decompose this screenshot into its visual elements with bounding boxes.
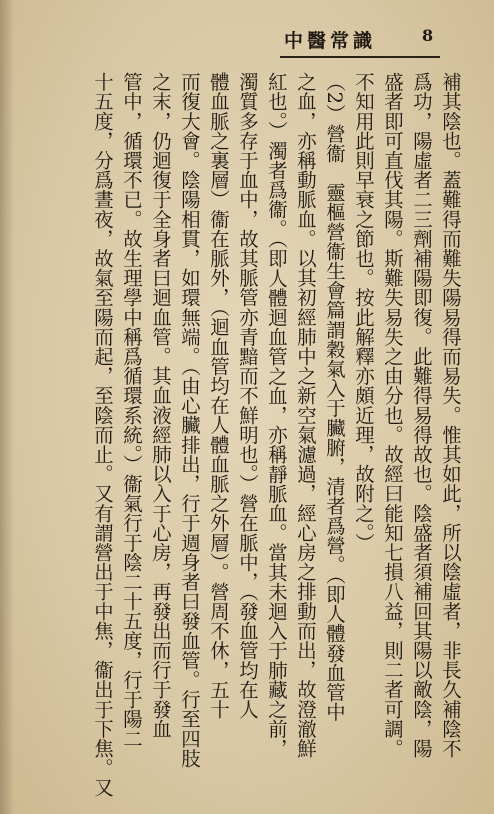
- text-column: 管中，循環不已。故生理學中稱爲循環系統。）衞氣行于陰二十五度，行于陽二: [120, 72, 143, 749]
- text-column: 不知用此則早衰之節也。按此解釋亦頗近理，故附之。）: [352, 72, 375, 553]
- vertical-text-block: [24, 72, 464, 798]
- text-column: （2）營衞 靈樞營衞生會篇謂穀氣入于臟腑，清者爲營。（即人體發血管中: [323, 72, 346, 722]
- text-column: 之末，仍迴復于全身者曰迴血管。其血液經肺以入于心房，再發出而行于發血: [149, 72, 172, 739]
- text-column: 而復大會。陰陽相貫，如環無端。（由心臟排出，行于週身者曰發血管。行至四肢: [178, 72, 201, 768]
- text-column: 紅也。）濁者爲衞。（即人體迴血管之血，亦稱靜脈血。當其未迴入于肺藏之前，: [265, 72, 288, 759]
- text-column: 爲功，陽虛者二三劑補陽即復。此難得易得故也。陰盛者須補回其陽以敵陰，陽: [410, 72, 433, 758]
- header-rule: [280, 56, 440, 58]
- text-column: 體血脈之裏層）衞在脈外，（迴血管均在人體血脈之外層）。營周不休，五十: [207, 72, 230, 719]
- text-column: 盛者即可直伐其陽。斯難失易失之由分也。故經曰能知七損八益，則二者可調。: [381, 72, 404, 758]
- binding-shadow: [0, 0, 14, 814]
- text-column: 十五度，分爲晝夜，故氣至陽而起，至陰而止。又有謂營出于中焦，衞出于下焦。又: [91, 72, 114, 798]
- page-number: 8: [422, 26, 434, 45]
- book-title: 中醫常識: [284, 30, 377, 52]
- text-column: 濁質多存于血中，故其脈管亦青黯而不鮮明也。）營在脈中，（發血管均在人: [236, 72, 259, 719]
- running-header: [270, 20, 440, 62]
- text-column: 補其陰也。蓋難得而難失陽易得而易失。惟其如此，所以陰虛者，非長久補陰不: [439, 72, 462, 758]
- text-column: 之血，亦稱動脈血。以其初經肺中之新空氣濾過，經心房之排動而出，故澄澈鮮: [294, 72, 317, 758]
